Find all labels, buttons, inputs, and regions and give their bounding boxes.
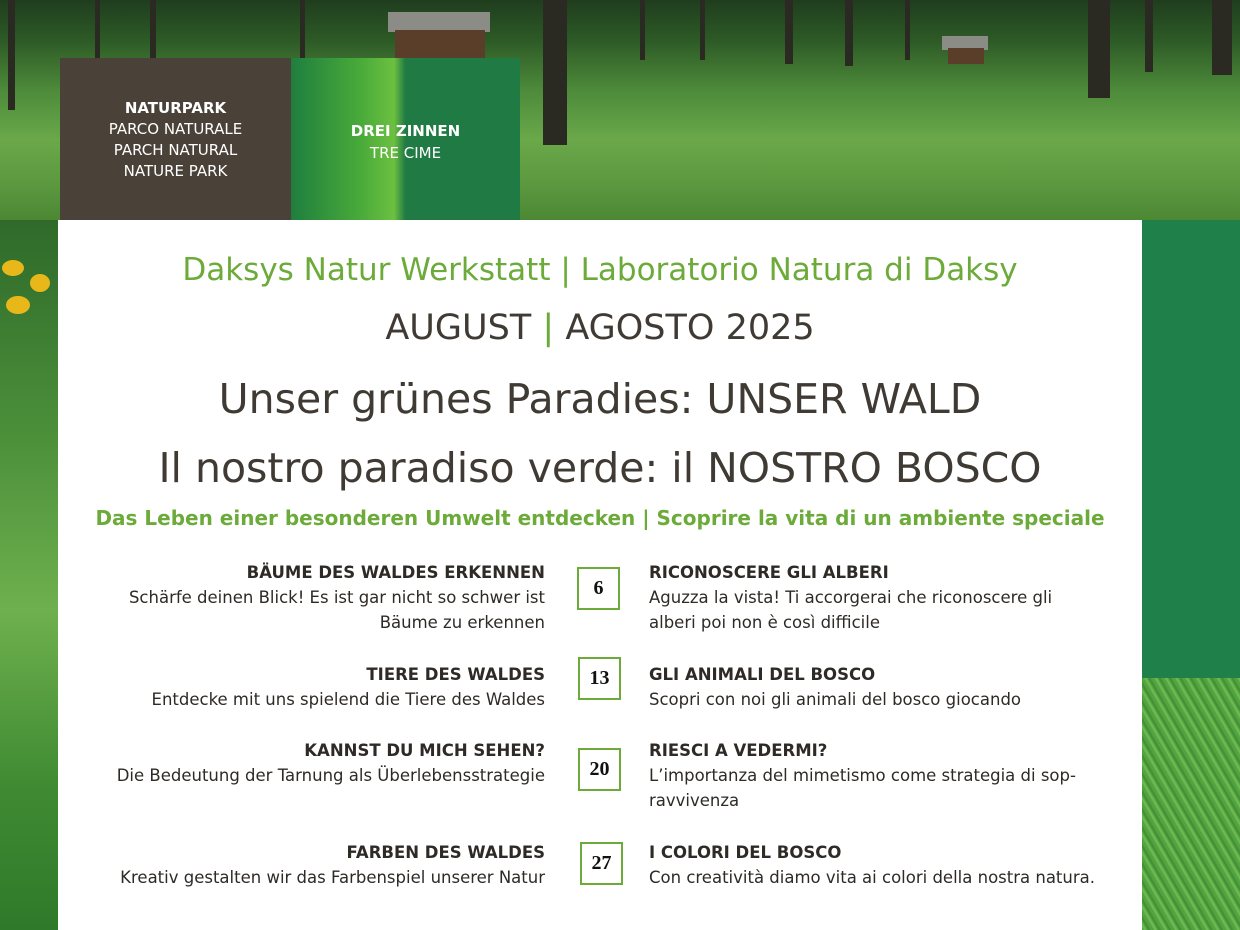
event-it [649,662,1119,712]
event-text-it: L’importanza del mimetismo come strategia di sop- [649,766,1076,785]
content-panel [58,220,1142,930]
logo-line-2: PARCO NATURALE [108,120,243,138]
grass-texture-right [1142,678,1240,930]
grass-strip-left [0,220,60,930]
logo-park-name-it: TRE CIME [369,144,442,162]
event-title-it: I COLORI DEL BOSCO [649,843,842,862]
logo-line-3: PARCH NATURAL [113,141,238,159]
event-title-de: TIERE DES WALDES [366,665,545,684]
event-title-de: FARBEN DES WALDES [346,843,545,862]
event-text-it: Con creatività diamo vita ai colori della nostra natura. [649,868,1095,887]
event-de [65,840,545,890]
logo-line-1: NATURPARK [124,99,227,117]
subtitle: Das Leben einer besonderen Umwelt entdecken | Scoprire la vita di un ambiente speciale [95,506,1105,530]
date-box: 6 [577,567,620,610]
event-it [649,560,1119,635]
theme-de: Unser grünes Paradies: UNSER WALD [218,375,982,423]
event-text-de: Die Bedeutung der Tarnung als Überlebensstrategie [116,766,545,785]
logo-park-name-de: DREI ZINNEN [350,122,461,140]
event-title-it: RICONOSCERE GLI ALBERI [649,563,889,582]
event-title-de: KANNST DU MICH SEHEN? [304,741,545,760]
event-de [65,738,545,788]
event-text-de: Entdecke mit uns spielend die Tiere des Waldes [151,690,545,709]
naturpark-logo [60,58,291,220]
event-text-it: ravvivenza [649,791,740,810]
event-title-de: BÄUME DES WALDES ERKENNEN [246,563,545,582]
logo-line-4: NATURE PARK [123,162,228,180]
date-box: 27 [580,842,623,885]
month-it: AGOSTO 2025 [565,308,815,348]
month-de: AUGUST [385,308,532,348]
date-box: 20 [578,748,621,791]
event-text-de: Bäume zu erkennen [379,613,545,632]
event-de [65,662,545,712]
month-heading [58,308,1142,348]
event-it [649,840,1119,890]
event-text-it: alberi poi non è così difficile [649,613,880,632]
drei-zinnen-logo [291,58,520,220]
event-text-de: Kreativ gestalten wir das Farbenspiel unserer Natur [120,868,545,887]
workshop-title: Daksys Natur Werkstatt | Laboratorio Natura di Daksy [182,252,1018,288]
green-block-right [1142,220,1240,678]
event-it [649,738,1119,813]
event-title-it: GLI ANIMALI DEL BOSCO [649,665,876,684]
event-text-de: Schärfe deinen Blick! Es ist gar nicht so schwer ist [128,588,545,607]
month-separator: | [542,308,555,348]
theme-it: Il nostro paradiso verde: il NOSTRO BOSCO [158,444,1042,492]
event-text-it: Aguzza la vista! Ti accorgerai che riconoscere gli [649,588,1053,607]
event-de [65,560,545,635]
date-box: 13 [578,657,621,700]
event-text-it: Scopri con noi gli animali del bosco giocando [649,690,1022,709]
event-title-it: RIESCI A VEDERMI? [649,741,828,760]
